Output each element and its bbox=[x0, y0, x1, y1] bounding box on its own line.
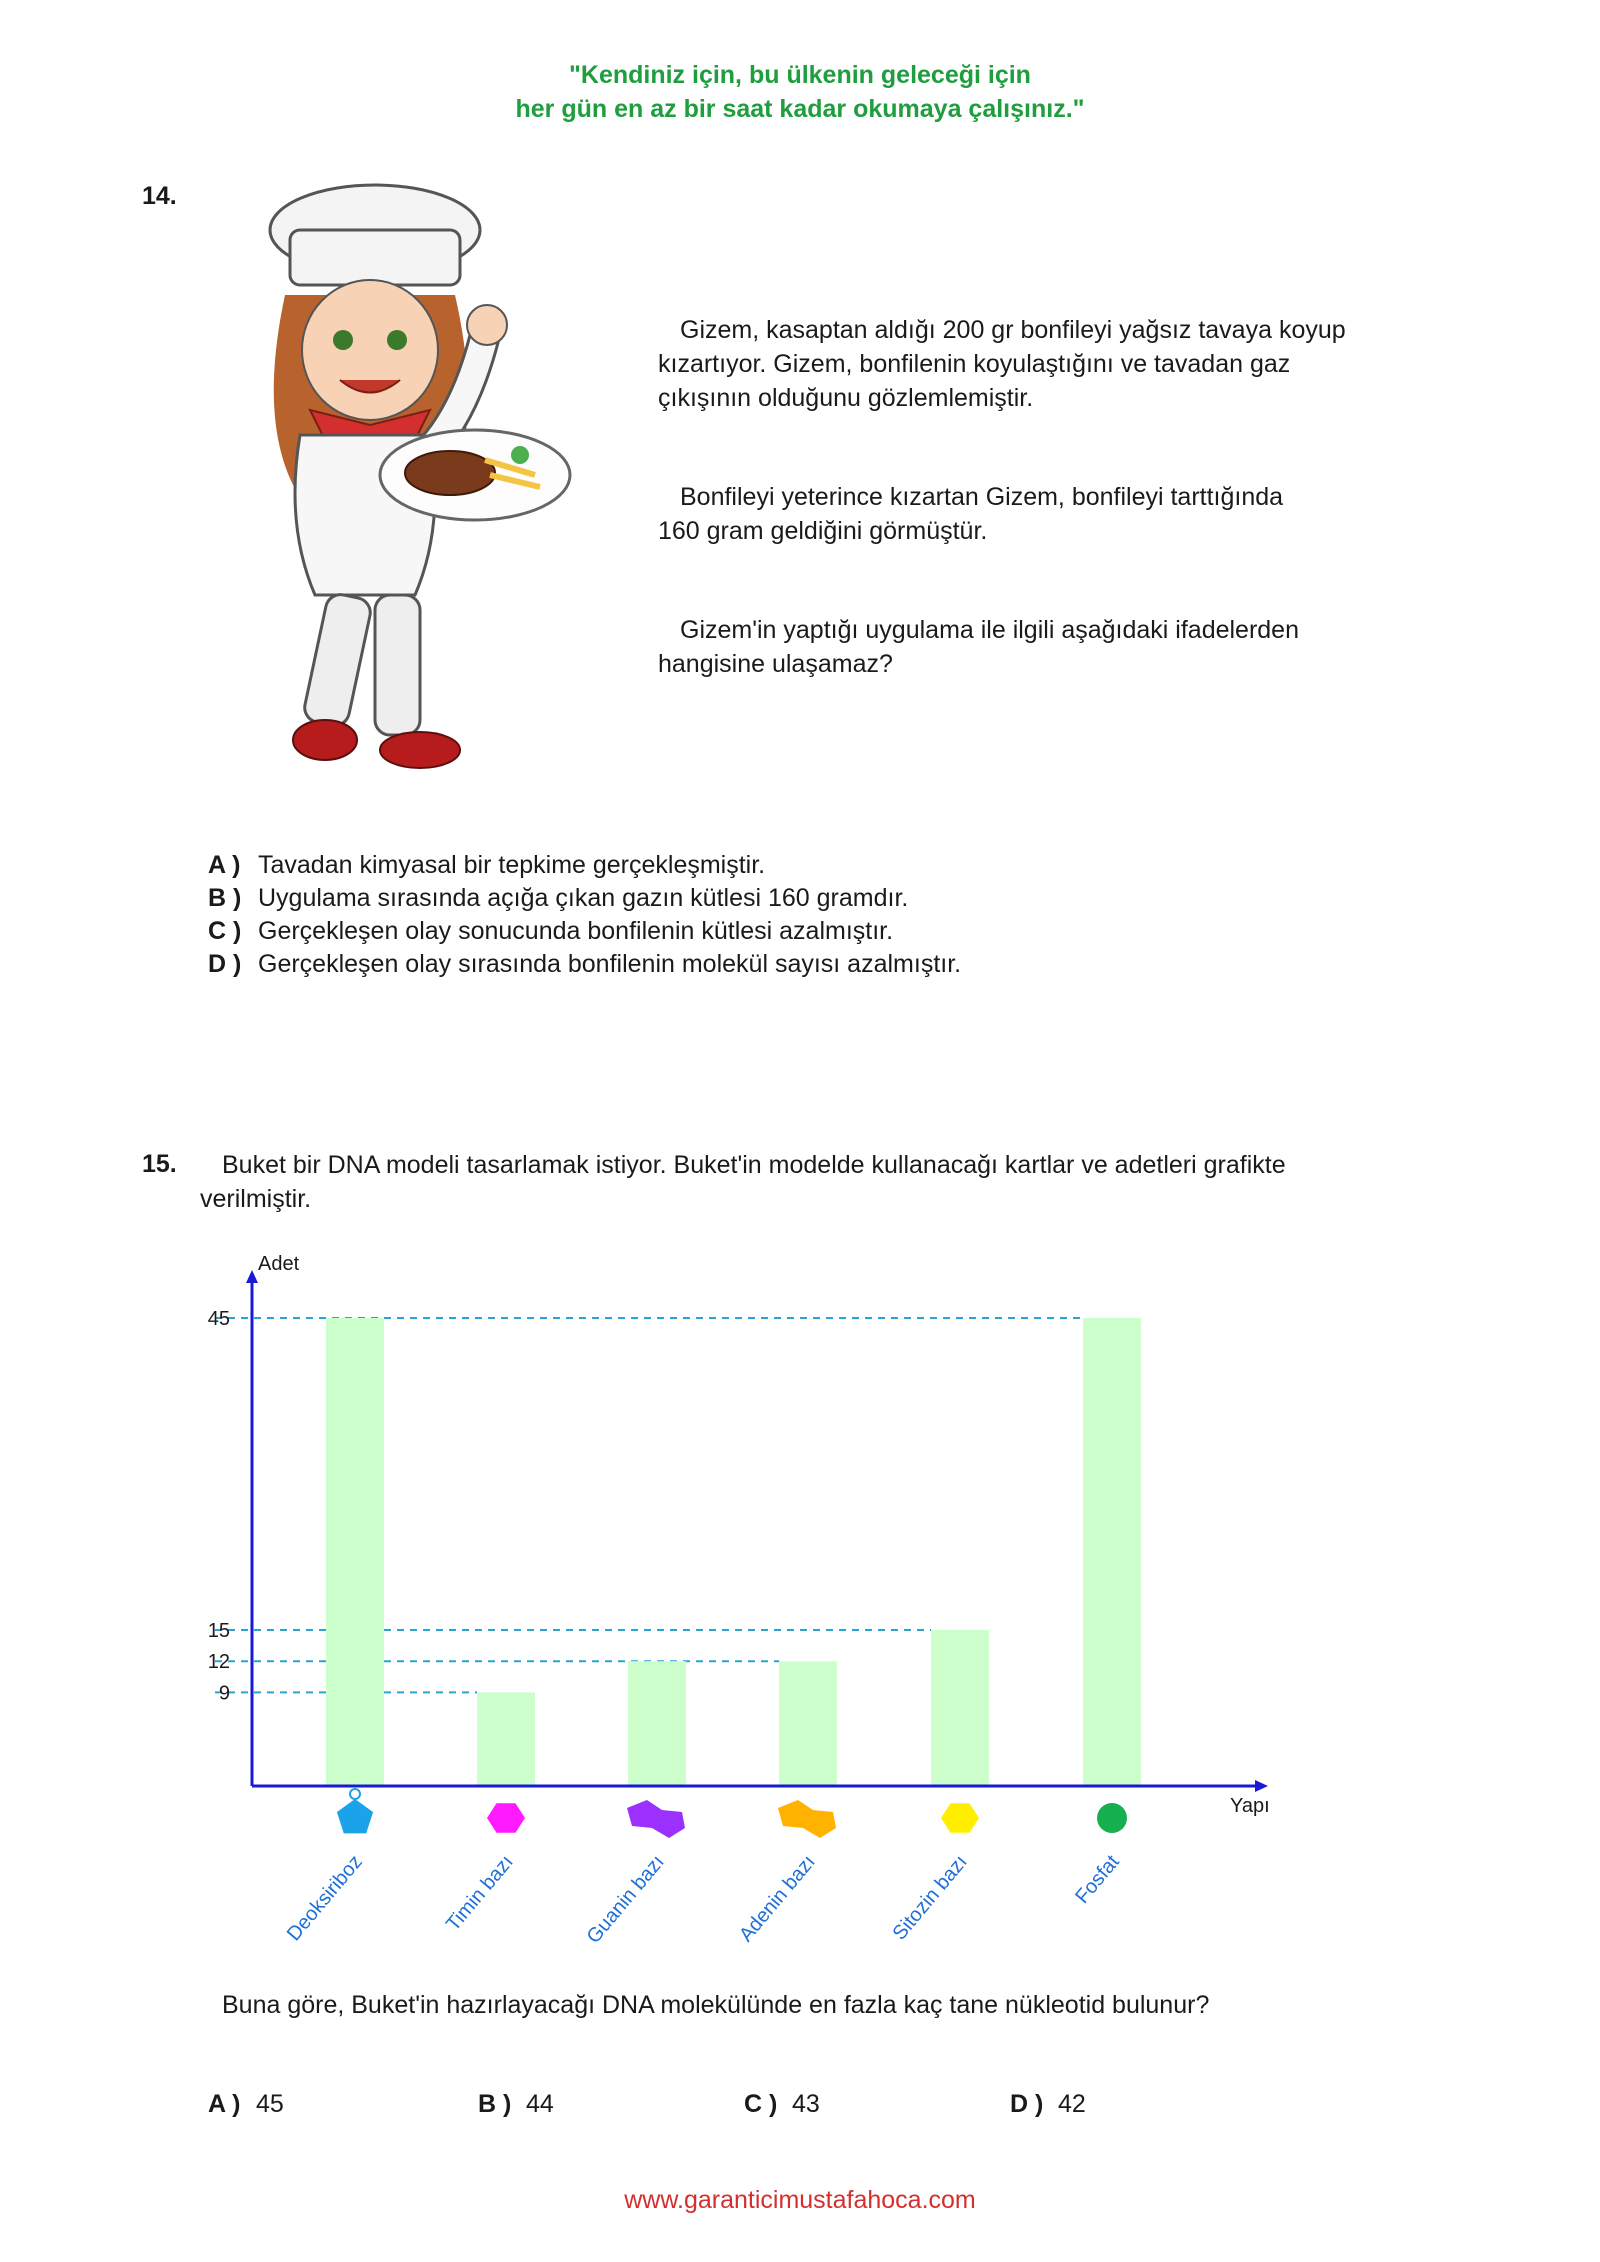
x-axis-arrow bbox=[1255, 1780, 1268, 1792]
q14-option-a[interactable]: A ) Tavadan kimyasal bir tepkime gerçekleşmiştir. bbox=[208, 851, 766, 879]
q14-paragraph-3-line-2: hangisine ulaşamaz? bbox=[658, 650, 893, 678]
category-label: Guanin bazı bbox=[582, 1851, 669, 1948]
question-14-number: 14. bbox=[142, 182, 177, 210]
bar-guanin-bazı bbox=[628, 1661, 686, 1786]
q14-paragraph-1-line-1: Gizem, kasaptan aldığı 200 gr bonfileyi yağsız tavaya koyup bbox=[680, 316, 1346, 344]
fosfat-icon bbox=[1097, 1803, 1127, 1833]
category-label: Deoksiriboz bbox=[282, 1851, 367, 1946]
motto-line-1: "Kendiniz için, bu ülkenin geleceği için bbox=[569, 61, 1031, 89]
q14-paragraph-1-line-2: kızartıyor. Gizem, bonfilenin koyulaştığını ve tavadan gaz bbox=[658, 350, 1291, 378]
q14-paragraph-1-line-3: çıkışının olduğunu gözlemlemiştir. bbox=[658, 384, 1034, 412]
category-label: Adenin bazı bbox=[735, 1851, 820, 1947]
adenin-bazı-icon bbox=[778, 1800, 836, 1838]
y-tick-label: 15 bbox=[207, 1620, 230, 1642]
q15-option-b[interactable]: B ) 44 bbox=[478, 2090, 554, 2118]
bar-sitozin-bazı bbox=[931, 1630, 989, 1786]
bar-timin-bazı bbox=[477, 1692, 535, 1786]
guanin-bazı-icon bbox=[627, 1800, 685, 1838]
sitozin-bazı-icon bbox=[941, 1803, 979, 1832]
category-label: Timin bazı bbox=[442, 1851, 518, 1936]
q15-option-c[interactable]: C ) 43 bbox=[744, 2090, 820, 2118]
chef-illustration bbox=[215, 175, 615, 795]
y-axis-arrow bbox=[246, 1270, 258, 1283]
bars bbox=[326, 1318, 1141, 1786]
y-tick-label: 9 bbox=[218, 1682, 230, 1705]
q14-option-c[interactable]: C ) Gerçekleşen olay sonucunda bonfilenin kütlesi azalmıştır. bbox=[208, 917, 894, 945]
q15-option-d[interactable]: D ) 42 bbox=[1010, 2090, 1086, 2118]
q14-options bbox=[208, 849, 961, 981]
deoksiriboz-icon bbox=[337, 1799, 373, 1833]
guide-lines bbox=[215, 1318, 1083, 1692]
x-axis-label: Yapı bbox=[1230, 1795, 1270, 1817]
q15-option-a[interactable]: A ) 45 bbox=[208, 2090, 284, 2118]
q14-paragraph-3-line-1: Gizem'in yaptığı uygulama ile ilgili aşağıdaki ifadelerden bbox=[680, 616, 1299, 644]
timin-bazı-icon bbox=[487, 1803, 525, 1832]
bar-adenin-bazı bbox=[779, 1661, 837, 1786]
q15-intro-line-2: verilmiştir. bbox=[200, 1185, 312, 1213]
category-labels bbox=[283, 1851, 1124, 1948]
category-icons bbox=[337, 1789, 1127, 1838]
y-axis-label: Adet bbox=[258, 1253, 300, 1275]
y-tick-label: 45 bbox=[207, 1308, 230, 1330]
y-tick-labels bbox=[208, 1308, 230, 1704]
deoksiriboz-icon-ring bbox=[350, 1789, 360, 1799]
footer-url[interactable]: www.garanticimustafahoca.com bbox=[624, 2186, 976, 2214]
q14-option-d[interactable]: D ) Gerçekleşen olay sırasında bonfilenin molekül sayısı azalmıştır. bbox=[208, 950, 962, 978]
bar-deoksiriboz bbox=[326, 1318, 384, 1786]
bar-fosfat bbox=[1083, 1318, 1141, 1786]
category-label: Fosfat bbox=[1071, 1851, 1124, 1908]
q14-paragraph-2-line-1: Bonfileyi yeterince kızartan Gizem, bonfileyi tarttığında bbox=[680, 483, 1284, 511]
y-tick-label: 12 bbox=[207, 1651, 230, 1674]
q15-intro-line-1: Buket bir DNA modeli tasarlamak istiyor. Buket'in modelde kullanacağı kartlar ve adetleri grafikte bbox=[222, 1151, 1286, 1179]
motto-line-2: her gün en az bir saat kadar okumaya çalışınız." bbox=[515, 95, 1085, 123]
question-15-number: 15. bbox=[142, 1150, 177, 1178]
q14-option-b[interactable]: B ) Uygulama sırasında açığa çıkan gazın kütlesi 160 gramdır. bbox=[208, 884, 909, 912]
q15-question: Buna göre, Buket'in hazırlayacağı DNA molekülünde en fazla kaç tane nükleotid bulunur? bbox=[222, 1991, 1210, 2019]
q14-paragraph-2-line-2: 160 gram geldiğini görmüştür. bbox=[658, 517, 988, 545]
category-label: Sitozin bazı bbox=[888, 1851, 972, 1945]
